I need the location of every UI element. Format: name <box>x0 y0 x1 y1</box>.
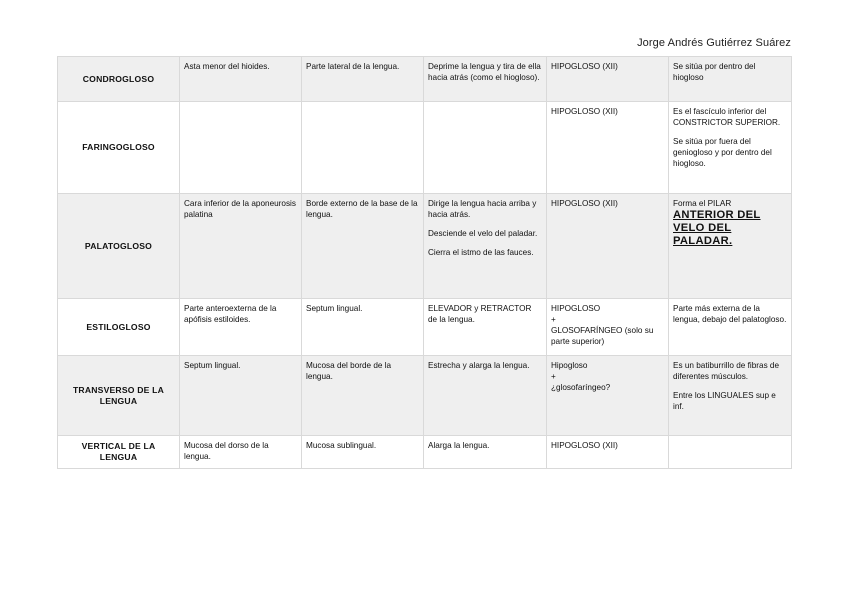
nerve-cell <box>547 356 669 436</box>
muscle-name: VERTICAL DE LA LENGUA <box>58 436 180 469</box>
action-cell <box>424 194 547 299</box>
table-row <box>58 436 792 469</box>
table-row <box>58 356 792 436</box>
muscle-name: ESTILOGLOSO <box>58 299 180 356</box>
action-paragraph: Dirige la lengua hacia arriba y hacia atrás. <box>428 199 537 219</box>
notes-paragraph: Se sitúa por fuera del geniogloso y por dentro del hiogloso. <box>673 137 772 168</box>
muscle-name: CONDROGLOSO <box>58 57 180 102</box>
notes-emphasis: ANTERIOR DEL VELO DEL PALADAR. <box>673 209 761 247</box>
muscle-name: PALATOGLOSO <box>58 194 180 299</box>
notes-prefix: Forma el PILAR <box>673 199 732 208</box>
action-cell: Estrecha y alarga la lengua. <box>424 356 547 436</box>
notes-cell: Parte más externa de la lengua, debajo del palatogloso. <box>669 299 792 356</box>
action-cell <box>424 102 547 194</box>
author-name: Jorge Andrés Gutiérrez Suárez <box>637 37 791 49</box>
muscle-name: FARINGOGLOSO <box>58 102 180 194</box>
nerve-cell <box>547 299 669 356</box>
nerve-cell: HIPOGLOSO (XII) <box>547 194 669 299</box>
origin-cell: Cara inferior de la aponeurosis palatina <box>180 194 302 299</box>
nerve-cell: HIPOGLOSO (XII) <box>547 57 669 102</box>
origin-cell: Septum lingual. <box>180 356 302 436</box>
nerve-line: GLOSOFARÍNGEO (solo su parte superior) <box>551 326 654 346</box>
muscles-table <box>57 56 792 469</box>
notes-cell <box>669 102 792 194</box>
table-row <box>58 194 792 299</box>
origin-cell: Mucosa del dorso de la lengua. <box>180 436 302 469</box>
insertion-cell: Parte lateral de la lengua. <box>302 57 424 102</box>
notes-paragraph: Entre los LINGUALES sup e inf. <box>673 391 776 411</box>
action-paragraph: Desciende el velo del paladar. <box>428 229 538 238</box>
origin-cell <box>180 102 302 194</box>
muscle-name: TRANSVERSO DE LA LENGUA <box>58 356 180 436</box>
notes-cell <box>669 436 792 469</box>
action-cell: ELEVADOR y RETRACTOR de la lengua. <box>424 299 547 356</box>
action-paragraph: Cierra el istmo de las fauces. <box>428 248 534 257</box>
notes-paragraph: Es el fascículo inferior del CONSTRICTOR SUPERIOR. <box>673 107 781 127</box>
insertion-cell: Borde externo de la base de la lengua. <box>302 194 424 299</box>
nerve-cell: HIPOGLOSO (XII) <box>547 436 669 469</box>
nerve-line: ¿glosofaríngeo? <box>551 383 611 392</box>
nerve-line: Hipogloso <box>551 361 588 370</box>
notes-paragraph: Es un batiburrillo de fibras de diferentes músculos. <box>673 361 780 381</box>
insertion-cell <box>302 102 424 194</box>
table-row <box>58 57 792 102</box>
table-row <box>58 102 792 194</box>
insertion-cell: Mucosa del borde de la lengua. <box>302 356 424 436</box>
notes-cell <box>669 194 792 299</box>
nerve-line: + <box>551 372 556 381</box>
table-row <box>58 299 792 356</box>
notes-cell: Se sitúa por dentro del hiogloso <box>669 57 792 102</box>
origin-cell: Asta menor del hioides. <box>180 57 302 102</box>
origin-cell: Parte anteroexterna de la apófisis estiloides. <box>180 299 302 356</box>
nerve-cell: HIPOGLOSO (XII) <box>547 102 669 194</box>
action-cell: Alarga la lengua. <box>424 436 547 469</box>
insertion-cell: Mucosa sublingual. <box>302 436 424 469</box>
nerve-line: + <box>551 315 556 324</box>
notes-cell <box>669 356 792 436</box>
insertion-cell: Septum lingual. <box>302 299 424 356</box>
nerve-line: HIPOGLOSO <box>551 304 601 313</box>
action-cell: Deprime la lengua y tira de ella hacia atrás (como el hiogloso). <box>424 57 547 102</box>
